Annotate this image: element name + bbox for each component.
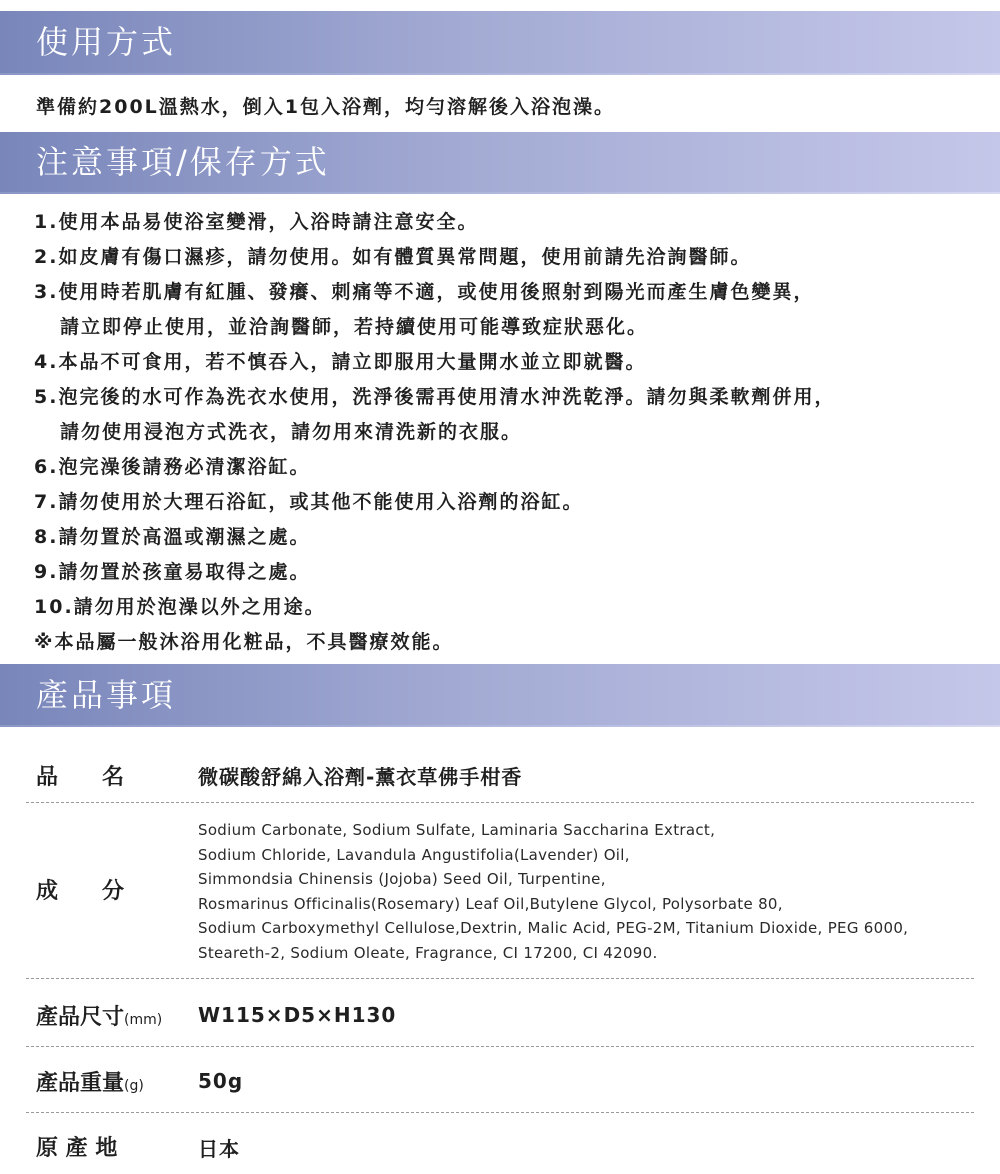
- ingredients-line: Sodium Carbonate, Sodium Sulfate, Laminaria Saccharina Extract,: [198, 821, 716, 839]
- spec-label-name: 品 名: [36, 765, 125, 790]
- spec-value-name: 微碳酸舒綿入浴劑-薰衣草佛手柑香: [198, 765, 523, 789]
- ingredients-line: Rosmarinus Officinalis(Rosemary) Leaf Oil,Butylene Glycol, Polysorbate 80,: [198, 894, 783, 913]
- spec-value-size: W115×D5×H130: [198, 1003, 397, 1027]
- usage-header-underline: [0, 73, 1000, 75]
- notes-line: 3.使用時若肌膚有紅腫、發癢、刺痛等不適，或使用後照射到陽光而產生膚色變異，: [34, 281, 815, 303]
- ingredients-line: Sodium Carboxymethyl Cellulose,Dextrin, Malic Acid, PEG-2M, Titanium Dioxide, PEG 6000,: [198, 919, 909, 938]
- product-section-header: [0, 664, 1000, 725]
- spec-divider: [26, 802, 974, 803]
- notes-title: 注意事項/保存方式: [36, 143, 330, 181]
- ingredients-list: [198, 818, 908, 966]
- notes-line: 1.使用本品易使浴室變滑，入浴時請注意安全。: [34, 211, 479, 233]
- spec-value-origin: 日本: [198, 1137, 240, 1161]
- notes-line: 10.請勿用於泡澡以外之用途。: [34, 596, 326, 618]
- notes-line: 7.請勿使用於大理石浴缸，或其他不能使用入浴劑的浴缸。: [34, 491, 584, 513]
- notes-line: 5.泡完後的水可作為洗衣水使用，洗淨後需再使用清水沖洗乾淨。請勿與柔軟劑併用，: [34, 386, 836, 408]
- usage-text: 準備約200L溫熱水，倒入1包入浴劑，均勻溶解後入浴泡澡。: [36, 96, 615, 118]
- weight-unit: (g): [124, 1078, 144, 1094]
- notes-line: ※本品屬一般沐浴用化粧品，不具醫療效能。: [34, 631, 454, 653]
- weight-label-text: 產品重量: [36, 1071, 125, 1096]
- spec-label-size: [36, 1000, 162, 1031]
- spec-divider: [26, 1112, 974, 1113]
- notes-line: 8.請勿置於高溫或潮濕之處。: [34, 526, 311, 548]
- notes-list: [34, 205, 835, 660]
- ingredients-line: Steareth-2, Sodium Oleate, Fragrance, CI 17200, CI 42090.: [198, 943, 658, 962]
- spec-label-ingredients: 成 分: [36, 879, 125, 904]
- notes-line: 6.泡完澡後請務必清潔浴缸。: [34, 456, 311, 478]
- ingredients-line: Simmondsia Chinensis (Jojoba) Seed Oil, Turpentine,: [198, 870, 606, 889]
- notes-line: 4.本品不可食用，若不慎吞入，請立即服用大量開水並立即就醫。: [34, 351, 647, 373]
- notes-line: 2.如皮膚有傷口濕疹，請勿使用。如有體質異常問題，使用前請先洽詢醫師。: [34, 246, 752, 268]
- ingredients-line: Sodium Chloride, Lavandula Angustifolia(Lavender) Oil,: [198, 845, 630, 864]
- usage-section-header: [0, 11, 1000, 73]
- spec-label-weight: [36, 1066, 144, 1097]
- spec-divider: [26, 1046, 974, 1047]
- notes-line: 請勿使用浸泡方式洗衣，請勿用來清洗新的衣服。: [60, 421, 523, 443]
- product-header-underline: [0, 725, 1000, 727]
- size-unit: (mm): [124, 1012, 163, 1028]
- notes-section-header: [0, 132, 1000, 192]
- size-label-text: 產品尺寸: [36, 1005, 125, 1030]
- spec-value-weight: 50g: [198, 1069, 244, 1093]
- spec-label-origin: 原 產 地: [36, 1136, 118, 1161]
- notes-header-underline: [0, 192, 1000, 194]
- notes-line: 9.請勿置於孩童易取得之處。: [34, 561, 311, 583]
- usage-title: 使用方式: [36, 23, 177, 61]
- notes-line: 請立即停止使用，並洽詢醫師，若持續使用可能導致症狀惡化。: [60, 316, 649, 338]
- product-title: 產品事項: [36, 676, 177, 714]
- spec-divider: [26, 978, 974, 979]
